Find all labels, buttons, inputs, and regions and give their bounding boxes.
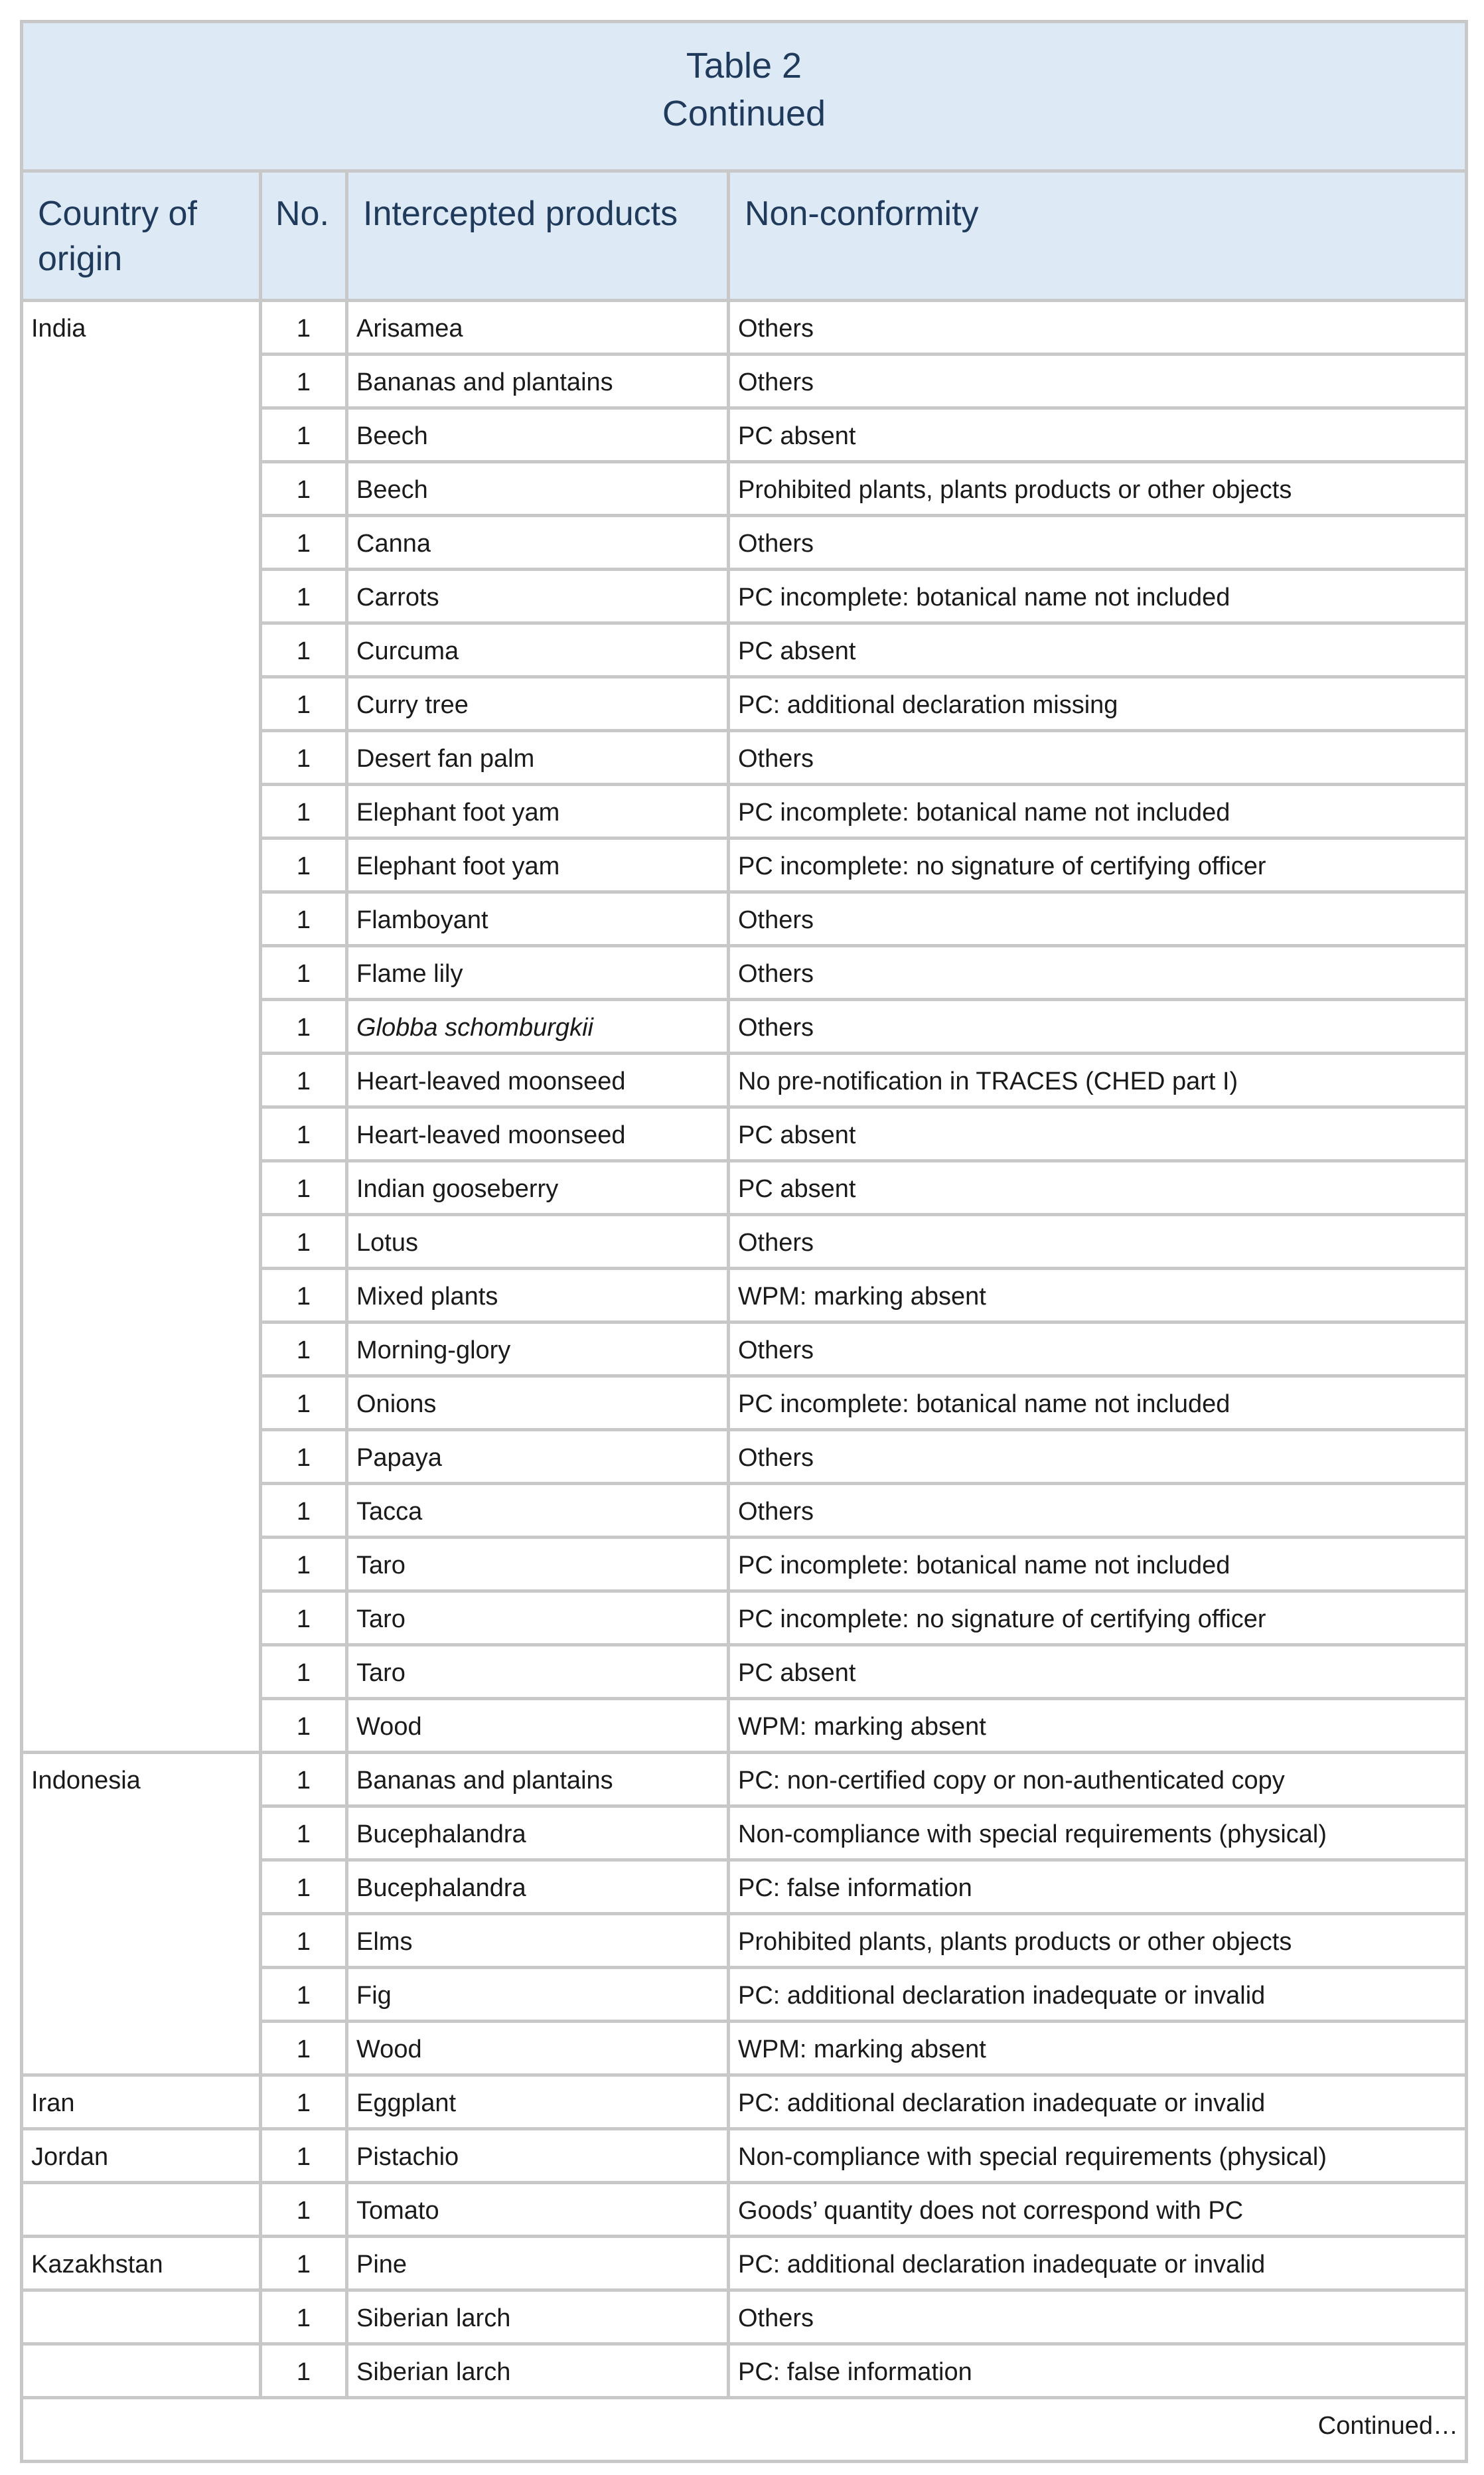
cell-product: Siberian larch [356,2358,511,2386]
cell-country [23,1915,259,1969]
cell-nonconformity: Prohibited plants, plants products or other objects [738,1928,1292,1956]
cell-no: 1 [296,960,311,988]
cell-country [23,1862,259,1915]
cell-no: 1 [296,315,311,343]
table-row [23,1969,1465,2023]
cell-product: Wood [356,2036,422,2063]
cell-product: Wood [356,1713,422,1741]
cell-country [23,1109,259,1162]
cell-nonconformity: PC absent [738,1121,856,1149]
cell-nonconformity: PC: additional declaration inadequate or invalid [738,2089,1266,2117]
cell-product: Carrots [356,584,439,611]
table-row [23,1593,1465,1646]
cell-country [23,356,259,410]
cell-product: Beech [356,476,428,504]
table-row [23,1485,1465,1539]
cell-product: Onions [356,1390,437,1418]
cell-country [23,732,259,786]
cell-no: 1 [296,2089,311,2117]
table-row [23,1324,1465,1378]
cell-country [23,894,259,947]
cell-no: 1 [296,1229,311,1257]
cell-product: Flame lily [356,960,463,988]
table-row [23,302,1465,356]
cell-no: 1 [296,2304,311,2332]
cell-country [23,2292,259,2346]
cell-product: Flamboyant [356,906,488,934]
cell-no: 1 [296,1552,311,1579]
cell-no: 1 [296,368,311,396]
table-row [23,2130,1465,2184]
cell-product: Indian gooseberry [356,1175,559,1203]
table-row [23,2346,1465,2399]
cell-country [23,1646,259,1700]
cell-no: 1 [296,1175,311,1203]
cell-product: Taro [356,1605,406,1633]
cell-country [23,1270,259,1324]
cell-country [23,2023,259,2077]
cell-country [23,517,259,571]
table-row [23,1754,1465,1808]
cell-product: Eggplant [356,2089,457,2117]
cell-nonconformity: PC absent [738,422,856,450]
cell-nonconformity: PC incomplete: botanical name not included [738,1552,1230,1579]
cell-no: 1 [296,1659,311,1687]
table-row [23,625,1465,679]
table-row [23,1378,1465,1431]
cell-no: 1 [296,1014,311,1042]
cell-no: 1 [296,852,311,880]
cell-nonconformity: WPM: marking absent [738,1283,986,1311]
cell-no: 1 [296,691,311,719]
cell-product: Fig [356,1982,392,2010]
header-divider [345,173,348,302]
column-divider [345,302,348,2399]
cell-no: 1 [296,799,311,827]
cell-product: Mixed plants [356,1283,498,1311]
cell-country [23,2346,259,2399]
table-row [23,786,1465,840]
table-title [23,23,1465,173]
cell-country: India [31,315,86,343]
header-country: Country of origin [38,195,197,278]
table-row [23,410,1465,463]
cell-country [23,571,259,625]
table-header [23,173,1465,302]
cell-country [23,840,259,894]
cell-nonconformity: PC incomplete: no signature of certifying officer [738,1605,1266,1633]
cell-no: 1 [296,1713,311,1741]
cell-nonconformity: Others [738,315,814,343]
cell-country: Jordan [31,2143,109,2171]
cell-no: 1 [296,637,311,665]
cell-product: Bananas and plantains [356,368,613,396]
cell-nonconformity: PC: additional declaration inadequate or invalid [738,1982,1266,2010]
cell-nonconformity: PC: additional declaration inadequate or invalid [738,2251,1266,2278]
cell-no: 1 [296,1390,311,1418]
table-title-line2: Continued [662,94,826,133]
cell-no: 1 [296,1767,311,1795]
cell-nonconformity: Others [738,1444,814,1472]
cell-product: Bucephalandra [356,1874,526,1902]
header-no: No. [275,195,329,233]
cell-nonconformity: Others [738,1336,814,1364]
cell-product: Pine [356,2251,408,2278]
header-nonconformity: Non-conformity [745,195,979,233]
table-row [23,517,1465,571]
column-divider [259,302,262,2399]
table-row [23,2184,1465,2238]
row-divider [23,2396,1465,2399]
cell-no: 1 [296,1283,311,1311]
cell-nonconformity: PC: additional declaration missing [738,691,1118,719]
cell-country: Indonesia [31,1767,141,1795]
cell-nonconformity: PC incomplete: botanical name not included [738,1390,1230,1418]
cell-nonconformity: PC: non-certified copy or non-authenticated copy [738,1767,1285,1795]
cell-country [23,625,259,679]
cell-no: 1 [296,1982,311,2010]
cell-product: Taro [356,1659,406,1687]
table-row [23,2238,1465,2292]
cell-no: 1 [296,1121,311,1149]
cell-product: Elms [356,1928,413,1956]
cell-nonconformity: Others [738,960,814,988]
cell-nonconformity: Others [738,368,814,396]
cell-country [23,1969,259,2023]
table-row [23,1862,1465,1915]
cell-country: Kazakhstan [31,2251,163,2278]
cell-product: Arisamea [356,315,463,343]
cell-country [23,786,259,840]
table-row [23,2077,1465,2130]
cell-product: Lotus [356,1229,418,1257]
cell-no: 1 [296,2197,311,2225]
cell-country: Iran [31,2089,75,2117]
cell-nonconformity: Others [738,745,814,773]
cell-nonconformity: Others [738,1229,814,1257]
cell-nonconformity: Others [738,530,814,558]
cell-country [23,1055,259,1109]
cell-product: Tomato [356,2197,439,2225]
cell-nonconformity: PC incomplete: no signature of certifying officer [738,852,1266,880]
table-row [23,2292,1465,2346]
table-row [23,894,1465,947]
table-row [23,840,1465,894]
table-frame [20,20,1468,2463]
table-row [23,1539,1465,1593]
cell-no: 1 [296,530,311,558]
continued-note: Continued… [1317,2412,1458,2440]
cell-nonconformity: PC absent [738,1175,856,1203]
cell-no: 1 [296,1444,311,1472]
table-row [23,463,1465,517]
cell-nonconformity: PC absent [738,637,856,665]
cell-nonconformity: PC: false information [738,1874,972,1902]
cell-product: Desert fan palm [356,745,535,773]
cell-nonconformity: WPM: marking absent [738,1713,986,1741]
table-row [23,679,1465,732]
cell-no: 1 [296,1068,311,1095]
table-row [23,1270,1465,1324]
cell-product: Siberian larch [356,2304,511,2332]
cell-no: 1 [296,422,311,450]
cell-country [23,1700,259,1754]
cell-country [23,1808,259,1862]
cell-nonconformity: Non-compliance with special requirements (physical) [738,2143,1327,2171]
header-divider [727,173,730,302]
cell-nonconformity: No pre-notification in TRACES (CHED part I) [738,1068,1238,1095]
cell-product: Elephant foot yam [356,799,560,827]
cell-no: 1 [296,1605,311,1633]
cell-product: Bucephalandra [356,1820,526,1848]
cell-nonconformity: Others [738,906,814,934]
cell-no: 1 [296,906,311,934]
table-row [23,1646,1465,1700]
cell-country [23,1001,259,1055]
cell-nonconformity: Others [738,1498,814,1526]
header-products: Intercepted products [363,195,678,233]
cell-no: 1 [296,2036,311,2063]
cell-no: 1 [296,1874,311,1902]
cell-country [23,1539,259,1593]
cell-product: Heart-leaved moonseed [356,1121,626,1149]
cell-no: 1 [296,1820,311,1848]
cell-no: 1 [296,584,311,611]
cell-product: Pistachio [356,2143,459,2171]
cell-country [23,1324,259,1378]
cell-country [23,1378,259,1431]
cell-product: Bananas and plantains [356,1767,613,1795]
cell-product: Beech [356,422,428,450]
header-divider [259,173,262,302]
column-divider [727,302,730,2399]
cell-country [23,679,259,732]
cell-country [23,2184,259,2238]
cell-country [23,1485,259,1539]
cell-nonconformity: PC: false information [738,2358,972,2386]
cell-nonconformity: Others [738,2304,814,2332]
cell-nonconformity: PC incomplete: botanical name not included [738,799,1230,827]
table-row [23,571,1465,625]
table-row [23,1700,1465,1754]
table-row [23,1001,1465,1055]
cell-product: Heart-leaved moonseed [356,1068,626,1095]
cell-no: 1 [296,2251,311,2278]
table-title-line1: Table 2 [686,46,802,86]
table-row [23,1055,1465,1109]
cell-no: 1 [296,2143,311,2171]
cell-product: Canna [356,530,431,558]
cell-no: 1 [296,476,311,504]
cell-product: Curcuma [356,637,459,665]
table-row [23,1431,1465,1485]
table-row [23,1109,1465,1162]
cell-product: Tacca [356,1498,423,1526]
table-row [23,1808,1465,1862]
table-row [23,1162,1465,1216]
table-row [23,2023,1465,2077]
table-row [23,947,1465,1001]
cell-nonconformity: Prohibited plants, plants products or other objects [738,476,1292,504]
cell-country [23,463,259,517]
cell-nonconformity: Others [738,1014,814,1042]
cell-no: 1 [296,2358,311,2386]
cell-no: 1 [296,1928,311,1956]
cell-no: 1 [296,1336,311,1364]
cell-country [23,410,259,463]
cell-nonconformity: Goods’ quantity does not correspond with PC [738,2197,1244,2225]
table-row [23,1915,1465,1969]
cell-product: Taro [356,1552,406,1579]
cell-no: 1 [296,745,311,773]
cell-product: Papaya [356,1444,442,1472]
cell-nonconformity: WPM: marking absent [738,2036,986,2063]
cell-country [23,1162,259,1216]
table-row [23,1216,1465,1270]
cell-country [23,947,259,1001]
table-row [23,356,1465,410]
cell-product: Elephant foot yam [356,852,560,880]
cell-product: Curry tree [356,691,469,719]
cell-country [23,1216,259,1270]
cell-nonconformity: PC absent [738,1659,856,1687]
cell-nonconformity: Non-compliance with special requirements (physical) [738,1820,1327,1848]
cell-product: Globba schomburgkii [356,1014,593,1042]
cell-country [23,1593,259,1646]
cell-nonconformity: PC incomplete: botanical name not included [738,584,1230,611]
cell-product: Morning-glory [356,1336,511,1364]
cell-no: 1 [296,1498,311,1526]
cell-country [23,1431,259,1485]
table-row [23,732,1465,786]
